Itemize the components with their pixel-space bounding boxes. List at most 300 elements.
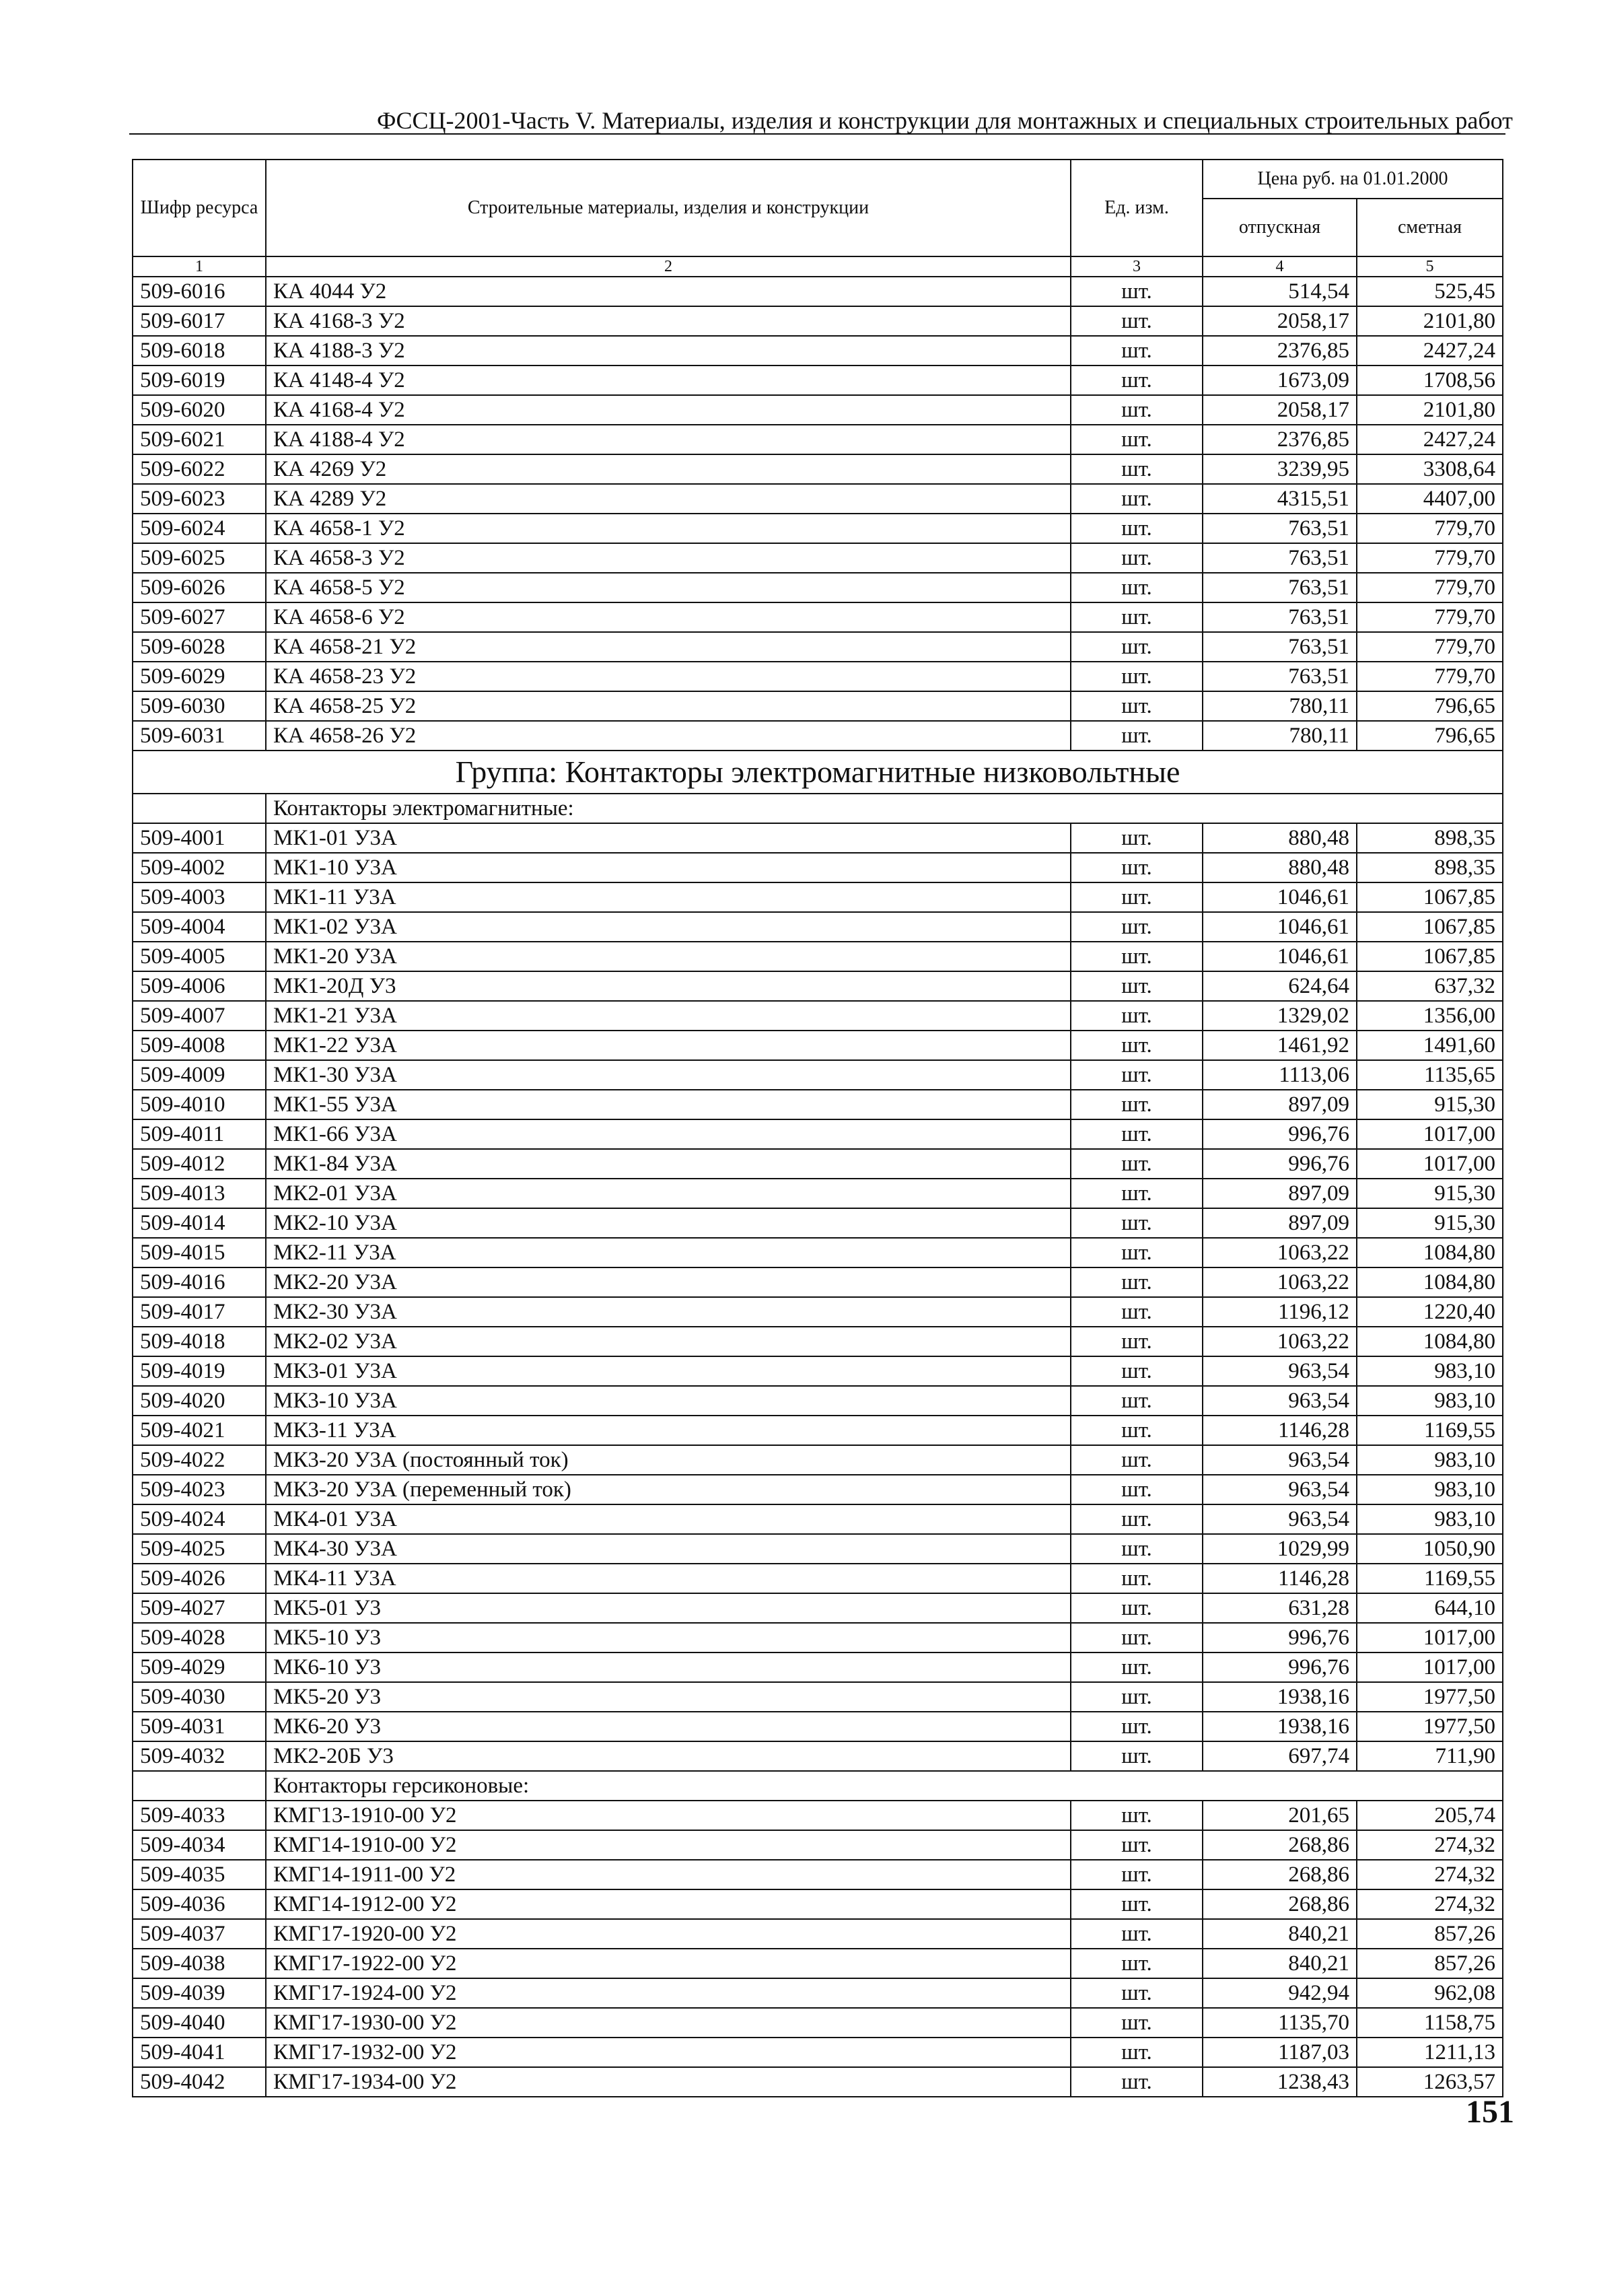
cell-release-price: 763,51: [1203, 602, 1357, 632]
cell-name: МК3-11 У3А: [266, 1416, 1071, 1445]
cell-name: КМГ14-1910-00 У2: [266, 1830, 1071, 1860]
cell-release-price: 996,76: [1203, 1149, 1357, 1179]
cell-estimate-price: 1017,00: [1357, 1149, 1503, 1179]
table-row: [133, 1445, 1503, 1475]
table-row: [133, 277, 1503, 306]
cell-estimate-price: 274,32: [1357, 1830, 1503, 1860]
cell-code: 509-4040: [133, 2008, 266, 2038]
cell-estimate-price: 983,10: [1357, 1504, 1503, 1534]
col-header-release: отпускная: [1203, 199, 1357, 256]
col-header-unit: Ед. изм.: [1071, 160, 1203, 256]
cell-estimate-price: 644,10: [1357, 1593, 1503, 1623]
cell-estimate-price: 796,65: [1357, 721, 1503, 751]
cell-code: 509-4019: [133, 1356, 266, 1386]
cell-release-price: 201,65: [1203, 1801, 1357, 1830]
cell-unit: шт.: [1071, 1682, 1203, 1712]
cell-release-price: 268,86: [1203, 1830, 1357, 1860]
cell-code: 509-4023: [133, 1475, 266, 1504]
cell-unit: шт.: [1071, 425, 1203, 454]
table-row: [133, 1267, 1503, 1297]
cell-release-price: 897,09: [1203, 1090, 1357, 1119]
table-row: [133, 543, 1503, 573]
cell-name: КА 4658-25 У2: [266, 691, 1071, 721]
cell-estimate-price: 1050,90: [1357, 1534, 1503, 1564]
cell-unit: шт.: [1071, 1830, 1203, 1860]
table-row: [133, 1475, 1503, 1504]
cell-code: 509-6026: [133, 573, 266, 602]
cell-estimate-price: 1169,55: [1357, 1564, 1503, 1593]
cell-estimate-price: 915,30: [1357, 1179, 1503, 1208]
cell-name: МК1-21 У3А: [266, 1001, 1071, 1031]
cell-release-price: 1187,03: [1203, 2038, 1357, 2067]
cell-unit: шт.: [1071, 1267, 1203, 1297]
cell-unit: шт.: [1071, 1179, 1203, 1208]
table-row: [133, 1149, 1503, 1179]
table-row: [133, 1238, 1503, 1267]
cell-estimate-price: 1220,40: [1357, 1297, 1503, 1327]
cell-code: 509-6024: [133, 514, 266, 543]
cell-name: КА 4658-1 У2: [266, 514, 1071, 543]
cell-release-price: 1046,61: [1203, 882, 1357, 912]
table-row: [133, 1830, 1503, 1860]
cell-code: 509-6020: [133, 395, 266, 425]
cell-code: 509-4005: [133, 942, 266, 971]
cell-unit: шт.: [1071, 1504, 1203, 1534]
header-rule: [129, 133, 1505, 135]
price-table: [132, 159, 1503, 2097]
cell-release-price: 1063,22: [1203, 1267, 1357, 1297]
cell-release-price: 1461,92: [1203, 1031, 1357, 1060]
cell-name: МК1-10 У3А: [266, 853, 1071, 882]
cell-code: 509-4002: [133, 853, 266, 882]
cell-release-price: 4315,51: [1203, 484, 1357, 514]
cell-release-price: 840,21: [1203, 1919, 1357, 1949]
cell-estimate-price: 1017,00: [1357, 1119, 1503, 1149]
cell-code: 509-4041: [133, 2038, 266, 2067]
cell-code: 509-6017: [133, 306, 266, 336]
cell-release-price: 1046,61: [1203, 912, 1357, 942]
cell-unit: шт.: [1071, 1445, 1203, 1475]
cell-name: МК1-30 У3А: [266, 1060, 1071, 1090]
cell-unit: шт.: [1071, 691, 1203, 721]
cell-name: КА 4269 У2: [266, 454, 1071, 484]
cell-name: КА 4658-21 У2: [266, 632, 1071, 662]
cell-name: МК4-30 У3А: [266, 1534, 1071, 1564]
table-row: [133, 1179, 1503, 1208]
cell-release-price: 697,74: [1203, 1741, 1357, 1771]
cell-unit: шт.: [1071, 1623, 1203, 1653]
cell-code: 509-4042: [133, 2067, 266, 2097]
cell-unit: шт.: [1071, 662, 1203, 691]
cell-release-price: 942,94: [1203, 1978, 1357, 2008]
cell-release-price: 963,54: [1203, 1386, 1357, 1416]
cell-unit: шт.: [1071, 1031, 1203, 1060]
cell-name: МК3-01 У3А: [266, 1356, 1071, 1386]
cell-code: 509-6016: [133, 277, 266, 306]
cell-name: КА 4289 У2: [266, 484, 1071, 514]
cell-code: 509-4017: [133, 1297, 266, 1327]
cell-release-price: 763,51: [1203, 662, 1357, 691]
cell-release-price: 963,54: [1203, 1475, 1357, 1504]
rows-bottom: [133, 1801, 1503, 2097]
cell-code: 509-4025: [133, 1534, 266, 1564]
cell-estimate-price: 983,10: [1357, 1386, 1503, 1416]
cell-release-price: 996,76: [1203, 1623, 1357, 1653]
table-row: [133, 1327, 1503, 1356]
cell-estimate-price: 1977,50: [1357, 1712, 1503, 1741]
cell-code: 509-6018: [133, 336, 266, 366]
cell-unit: шт.: [1071, 1090, 1203, 1119]
cell-estimate-price: 1135,65: [1357, 1060, 1503, 1090]
cell-code: 509-4003: [133, 882, 266, 912]
cell-release-price: 1029,99: [1203, 1534, 1357, 1564]
subgroup-spacer: [133, 794, 266, 823]
cell-estimate-price: 898,35: [1357, 853, 1503, 882]
cell-unit: шт.: [1071, 1919, 1203, 1949]
table-row: [133, 691, 1503, 721]
cell-name: МК1-66 У3А: [266, 1119, 1071, 1149]
colnum-1: 1: [133, 256, 266, 277]
cell-estimate-price: 1158,75: [1357, 2008, 1503, 2038]
cell-estimate-price: 3308,64: [1357, 454, 1503, 484]
cell-code: 509-6023: [133, 484, 266, 514]
cell-unit: шт.: [1071, 1238, 1203, 1267]
cell-name: МК3-20 У3А (постоянный ток): [266, 1445, 1071, 1475]
cell-code: 509-6022: [133, 454, 266, 484]
cell-code: 509-4037: [133, 1919, 266, 1949]
table-row: [133, 1060, 1503, 1090]
cell-code: 509-4033: [133, 1801, 266, 1830]
cell-unit: шт.: [1071, 2038, 1203, 2067]
col-header-estimate: сметная: [1357, 199, 1503, 256]
cell-name: МК1-11 У3А: [266, 882, 1071, 912]
cell-name: МК3-10 У3А: [266, 1386, 1071, 1416]
cell-estimate-price: 1491,60: [1357, 1031, 1503, 1060]
cell-unit: шт.: [1071, 1712, 1203, 1741]
table-row: [133, 1860, 1503, 1889]
cell-unit: шт.: [1071, 1949, 1203, 1978]
table-row: [133, 662, 1503, 691]
cell-release-price: 897,09: [1203, 1208, 1357, 1238]
cell-name: МК5-10 У3: [266, 1623, 1071, 1653]
cell-name: КМГ17-1934-00 У2: [266, 2067, 1071, 2097]
cell-estimate-price: 915,30: [1357, 1208, 1503, 1238]
table-row: [133, 1653, 1503, 1682]
cell-unit: шт.: [1071, 336, 1203, 366]
cell-release-price: 880,48: [1203, 853, 1357, 882]
column-number-row: [133, 256, 1503, 277]
cell-name: МК2-10 У3А: [266, 1208, 1071, 1238]
cell-release-price: 624,64: [1203, 971, 1357, 1001]
cell-name: МК1-84 У3А: [266, 1149, 1071, 1179]
cell-code: 509-4008: [133, 1031, 266, 1060]
cell-name: КМГ14-1911-00 У2: [266, 1860, 1071, 1889]
cell-code: 509-4012: [133, 1149, 266, 1179]
cell-release-price: 2058,17: [1203, 395, 1357, 425]
cell-estimate-price: 1067,85: [1357, 912, 1503, 942]
cell-release-price: 1135,70: [1203, 2008, 1357, 2038]
cell-estimate-price: 711,90: [1357, 1741, 1503, 1771]
table-row: [133, 1978, 1503, 2008]
cell-unit: шт.: [1071, 454, 1203, 484]
cell-release-price: 1063,22: [1203, 1238, 1357, 1267]
cell-unit: шт.: [1071, 1593, 1203, 1623]
col-header-name: Строительные материалы, изделия и конструкции: [266, 160, 1071, 256]
cell-estimate-price: 1084,80: [1357, 1238, 1503, 1267]
cell-unit: шт.: [1071, 1386, 1203, 1416]
table-row: [133, 1031, 1503, 1060]
cell-name: КМГ17-1922-00 У2: [266, 1949, 1071, 1978]
table-row: [133, 2067, 1503, 2097]
cell-estimate-price: 1084,80: [1357, 1267, 1503, 1297]
cell-code: 509-4022: [133, 1445, 266, 1475]
cell-estimate-price: 898,35: [1357, 823, 1503, 853]
cell-name: КМГ17-1924-00 У2: [266, 1978, 1071, 2008]
cell-name: МК4-01 У3А: [266, 1504, 1071, 1534]
cell-unit: шт.: [1071, 853, 1203, 882]
cell-name: КА 4658-3 У2: [266, 543, 1071, 573]
cell-estimate-price: 2427,24: [1357, 425, 1503, 454]
cell-code: 509-4018: [133, 1327, 266, 1356]
table-row: [133, 336, 1503, 366]
cell-release-price: 1238,43: [1203, 2067, 1357, 2097]
cell-code: 509-4020: [133, 1386, 266, 1416]
cell-release-price: 963,54: [1203, 1504, 1357, 1534]
cell-code: 509-4011: [133, 1119, 266, 1149]
table-row: [133, 1356, 1503, 1386]
cell-name: КМГ17-1920-00 У2: [266, 1919, 1071, 1949]
cell-release-price: 2058,17: [1203, 306, 1357, 336]
table-row: [133, 573, 1503, 602]
cell-unit: шт.: [1071, 1060, 1203, 1090]
table-row: [133, 425, 1503, 454]
colnum-2: 2: [266, 256, 1071, 277]
cell-unit: шт.: [1071, 1801, 1203, 1830]
cell-unit: шт.: [1071, 1208, 1203, 1238]
cell-code: 509-4021: [133, 1416, 266, 1445]
cell-code: 509-4027: [133, 1593, 266, 1623]
cell-name: МК1-20 У3А: [266, 942, 1071, 971]
table-row: [133, 942, 1503, 971]
cell-name: КА 4188-3 У2: [266, 336, 1071, 366]
cell-release-price: 963,54: [1203, 1445, 1357, 1475]
cell-unit: шт.: [1071, 395, 1203, 425]
cell-code: 509-4014: [133, 1208, 266, 1238]
col-header-code: Шифр ресурса: [133, 160, 266, 256]
cell-code: 509-4007: [133, 1001, 266, 1031]
table-row: [133, 306, 1503, 336]
cell-code: 509-4036: [133, 1889, 266, 1919]
table-row: [133, 1297, 1503, 1327]
table-row: [133, 1682, 1503, 1712]
cell-unit: шт.: [1071, 514, 1203, 543]
table-row: [133, 823, 1503, 853]
cell-name: КМГ13-1910-00 У2: [266, 1801, 1071, 1830]
cell-release-price: 631,28: [1203, 1593, 1357, 1623]
cell-unit: шт.: [1071, 1475, 1203, 1504]
cell-name: КМГ14-1912-00 У2: [266, 1889, 1071, 1919]
cell-release-price: 963,54: [1203, 1356, 1357, 1386]
table-row: [133, 395, 1503, 425]
table-row: [133, 2008, 1503, 2038]
cell-name: МК1-01 У3А: [266, 823, 1071, 853]
cell-name: КА 4044 У2: [266, 277, 1071, 306]
cell-code: 509-4024: [133, 1504, 266, 1534]
cell-name: МК2-11 У3А: [266, 1238, 1071, 1267]
rows-top: [133, 277, 1503, 751]
table-row: [133, 882, 1503, 912]
cell-code: 509-4028: [133, 1623, 266, 1653]
cell-unit: шт.: [1071, 942, 1203, 971]
table-row: [133, 1949, 1503, 1978]
table-row: [133, 1504, 1503, 1534]
cell-name: МК5-01 У3: [266, 1593, 1071, 1623]
cell-estimate-price: 1017,00: [1357, 1623, 1503, 1653]
table-row: [133, 1593, 1503, 1623]
cell-unit: шт.: [1071, 1534, 1203, 1564]
cell-unit: шт.: [1071, 632, 1203, 662]
cell-code: 509-4034: [133, 1830, 266, 1860]
cell-release-price: 840,21: [1203, 1949, 1357, 1978]
cell-estimate-price: 983,10: [1357, 1475, 1503, 1504]
cell-estimate-price: 4407,00: [1357, 484, 1503, 514]
table-row: [133, 1741, 1503, 1771]
cell-name: КА 4658-23 У2: [266, 662, 1071, 691]
cell-name: МК2-20 У3А: [266, 1267, 1071, 1297]
cell-unit: шт.: [1071, 1149, 1203, 1179]
cell-code: 509-6031: [133, 721, 266, 751]
cell-name: КА 4168-3 У2: [266, 306, 1071, 336]
cell-estimate-price: 779,70: [1357, 602, 1503, 632]
cell-code: 509-4032: [133, 1741, 266, 1771]
cell-estimate-price: 274,32: [1357, 1860, 1503, 1889]
table-row: [133, 1534, 1503, 1564]
table-row: [133, 454, 1503, 484]
cell-estimate-price: 857,26: [1357, 1919, 1503, 1949]
cell-unit: шт.: [1071, 484, 1203, 514]
cell-release-price: 996,76: [1203, 1653, 1357, 1682]
group-section: [133, 751, 1503, 823]
subgroup-label-gersicon: Контакторы герсиконовые:: [266, 1771, 1503, 1801]
cell-code: 509-4004: [133, 912, 266, 942]
table-row: [133, 912, 1503, 942]
cell-estimate-price: 779,70: [1357, 543, 1503, 573]
cell-estimate-price: 1263,57: [1357, 2067, 1503, 2097]
cell-name: МК1-20Д У3: [266, 971, 1071, 1001]
cell-unit: шт.: [1071, 823, 1203, 853]
cell-estimate-price: 637,32: [1357, 971, 1503, 1001]
cell-unit: шт.: [1071, 1119, 1203, 1149]
cell-code: 509-4001: [133, 823, 266, 853]
table-row: [133, 1090, 1503, 1119]
cell-name: МК1-02 У3А: [266, 912, 1071, 942]
cell-unit: шт.: [1071, 2067, 1203, 2097]
cell-unit: шт.: [1071, 366, 1203, 395]
cell-code: 509-4015: [133, 1238, 266, 1267]
table-head: [133, 160, 1503, 277]
table-row: [133, 602, 1503, 632]
cell-code: 509-4031: [133, 1712, 266, 1741]
cell-name: МК5-20 У3: [266, 1682, 1071, 1712]
rows-mid: [133, 823, 1503, 1771]
cell-release-price: 1146,28: [1203, 1564, 1357, 1593]
cell-code: 509-6027: [133, 602, 266, 632]
cell-release-price: 2376,85: [1203, 336, 1357, 366]
table-row: [133, 1801, 1503, 1830]
cell-code: 509-4029: [133, 1653, 266, 1682]
cell-name: КА 4658-5 У2: [266, 573, 1071, 602]
cell-unit: шт.: [1071, 1001, 1203, 1031]
cell-code: 509-6021: [133, 425, 266, 454]
page-number: 151: [1466, 2094, 1514, 2130]
cell-unit: шт.: [1071, 2008, 1203, 2038]
cell-release-price: 3239,95: [1203, 454, 1357, 484]
cell-code: 509-4038: [133, 1949, 266, 1978]
cell-estimate-price: 1977,50: [1357, 1682, 1503, 1712]
cell-name: КА 4188-4 У2: [266, 425, 1071, 454]
cell-code: 509-6025: [133, 543, 266, 573]
cell-unit: шт.: [1071, 306, 1203, 336]
cell-release-price: 2376,85: [1203, 425, 1357, 454]
cell-release-price: 514,54: [1203, 277, 1357, 306]
cell-release-price: 1329,02: [1203, 1001, 1357, 1031]
group-title: Группа: Контакторы электромагнитные низковольтные: [133, 751, 1503, 794]
table-row: [133, 1919, 1503, 1949]
cell-name: МК2-20Б У3: [266, 1741, 1071, 1771]
cell-unit: шт.: [1071, 1564, 1203, 1593]
cell-code: 509-6030: [133, 691, 266, 721]
table-row: [133, 366, 1503, 395]
cell-release-price: 996,76: [1203, 1119, 1357, 1149]
cell-estimate-price: 779,70: [1357, 632, 1503, 662]
table-row: [133, 971, 1503, 1001]
cell-name: МК6-20 У3: [266, 1712, 1071, 1741]
cell-estimate-price: 205,74: [1357, 1801, 1503, 1830]
cell-unit: шт.: [1071, 1297, 1203, 1327]
cell-code: 509-6029: [133, 662, 266, 691]
cell-estimate-price: 796,65: [1357, 691, 1503, 721]
subgroup-label-electromagnetic: Контакторы электромагнитные:: [266, 794, 1503, 823]
colnum-4: 4: [1203, 256, 1357, 277]
cell-name: КА 4168-4 У2: [266, 395, 1071, 425]
cell-name: МК1-22 У3А: [266, 1031, 1071, 1060]
cell-unit: шт.: [1071, 1327, 1203, 1356]
cell-release-price: 763,51: [1203, 543, 1357, 573]
cell-release-price: 1938,16: [1203, 1712, 1357, 1741]
cell-estimate-price: 2427,24: [1357, 336, 1503, 366]
cell-name: МК4-11 У3А: [266, 1564, 1071, 1593]
colnum-3: 3: [1071, 256, 1203, 277]
cell-name: МК3-20 У3А (переменный ток): [266, 1475, 1071, 1504]
table-row: [133, 632, 1503, 662]
cell-release-price: 1938,16: [1203, 1682, 1357, 1712]
cell-estimate-price: 1708,56: [1357, 366, 1503, 395]
colnum-5: 5: [1357, 256, 1503, 277]
cell-unit: шт.: [1071, 1978, 1203, 2008]
cell-estimate-price: 1017,00: [1357, 1653, 1503, 1682]
table-row: [133, 1208, 1503, 1238]
cell-release-price: 1196,12: [1203, 1297, 1357, 1327]
cell-code: 509-6028: [133, 632, 266, 662]
cell-estimate-price: 1067,85: [1357, 882, 1503, 912]
cell-code: 509-6019: [133, 366, 266, 395]
cell-code: 509-4026: [133, 1564, 266, 1593]
cell-name: МК6-10 У3: [266, 1653, 1071, 1682]
cell-release-price: 268,86: [1203, 1860, 1357, 1889]
cell-estimate-price: 983,10: [1357, 1356, 1503, 1386]
cell-name: КА 4658-6 У2: [266, 602, 1071, 632]
cell-unit: шт.: [1071, 1889, 1203, 1919]
